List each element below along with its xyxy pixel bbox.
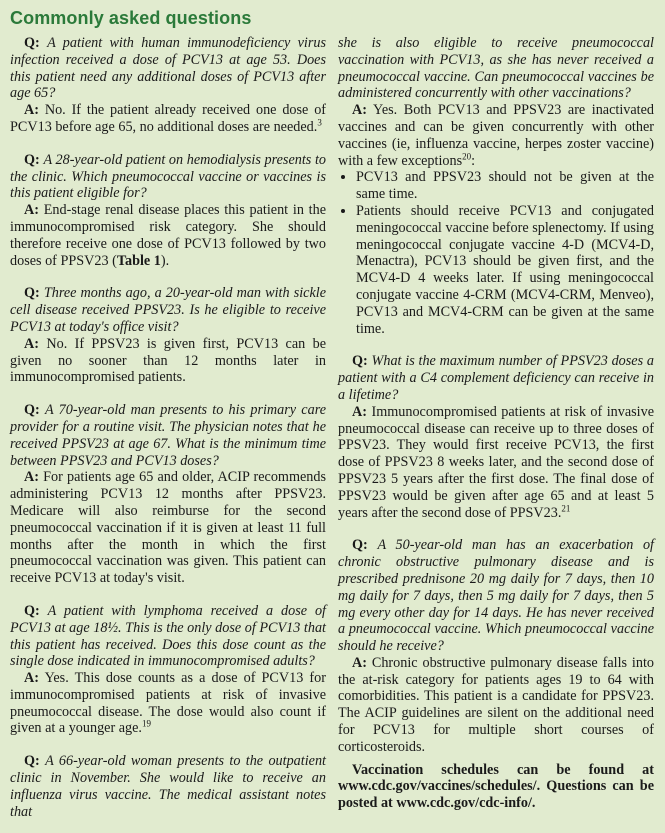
answer — [338, 102, 654, 169]
a-label: A: — [24, 469, 39, 486]
q-label: Q: — [24, 602, 40, 619]
answer-tail: : — [471, 152, 476, 169]
reference: 20 — [462, 150, 472, 161]
answer-text: No. If PPSV23 is given first, PCV13 can be given no sooner than 12 months later in immunocompromised patients. — [10, 335, 326, 386]
answer — [338, 655, 654, 756]
reference: 19 — [141, 718, 151, 729]
q-label: Q: — [24, 285, 40, 302]
a-label: A: — [24, 335, 39, 352]
question-text: A 70-year-old man presents to his primary care provider for a routine visit. The physician notes that he received PPSV23 at age 67. What is the minimum time between PPSV23 and PCV13 doses? — [10, 402, 326, 469]
question-text: A patient with lymphoma received a dose of PCV13 at age 18½. This is the only dose of PCV13 that this patient has received. Does this dose count as the single dose indicated in immunocompromised adults? — [10, 602, 326, 670]
qa-item — [338, 35, 654, 337]
reference: 3 — [317, 117, 322, 128]
a-label: A: — [24, 202, 39, 219]
a-label: A: — [24, 670, 39, 687]
answer-text: Chronic obstructive pulmonary disease falls into the at-risk category for patients ages 19 to 64 with comorbidities. This patient is a candidate for PPSV23. The ACIP guidelines are silent on the additional need for PCV13 for multiple short courses of corticosteroids. — [338, 654, 654, 755]
question — [338, 353, 654, 403]
question-continued — [338, 35, 654, 102]
question-text: A patient with human immunodeficiency virus infection received a dose of PCV13 at age 53. Does this patient need any additional doses of PCV13 after age 65? — [10, 35, 326, 102]
answer — [10, 469, 326, 587]
list-item: • Patients should receive PCV13 and conjugated meningococcal vaccine before splenectomy. If using meningococcal conjugate vaccine 4-D (MCV4-D, Menactra), PCV13 should be given first, and the MCV4-D 4 weeks later. If using meningococcal conjugate vaccine 4-CRM (MCV4-CRM, Menveo), PCV13 and MCV4-CRM can be given at the same time. — [356, 203, 654, 337]
question-text: A 66-year-old woman presents to the outpatient clinic in November. She would like to receive an influenza virus vaccine. The medical assistant notes that — [10, 753, 326, 820]
question-text: Three months ago, a 20-year-old man with sickle cell disease received PPSV23. Is he eligible to receive PCV13 at today's office visit? — [10, 285, 326, 335]
answer-text: For patients age 65 and older, ACIP recommends administering PCV13 12 months after PPSV23. Medicare will also reimburse for the second pneumococcal vaccination if it is given at least 11 full months after the month in which the first pneumococcal vaccination was given. This patient can receive PCV13 at today's visit. — [10, 469, 326, 587]
bullet-list — [338, 169, 654, 337]
question-text: What is the maximum number of PPSV23 doses a patient with a C4 complement deficiency can receive in a lifetime? — [338, 353, 654, 403]
question — [10, 753, 326, 820]
q-label: Q: — [352, 353, 368, 370]
q-label: Q: — [24, 151, 40, 168]
a-label: A: — [352, 403, 367, 420]
table-reference: Table 1 — [116, 252, 161, 269]
question — [10, 603, 326, 670]
answer-tail: ). — [160, 252, 170, 269]
qa-item — [10, 753, 326, 820]
answer — [10, 670, 326, 737]
qa-item — [338, 537, 654, 755]
left-column — [10, 35, 326, 820]
answer-text: No. If the patient already received one dose of PCV13 before age 65, no additional doses are needed. — [10, 102, 327, 135]
question — [10, 35, 326, 102]
closing-note: Vaccination schedules can be found at www.cdc.gov/vaccines/schedules/. Questions can be posted at www.cdc.gov/cdc-info/. — [338, 761, 654, 812]
answer-text: Immunocompromised patients at risk of invasive pneumococcal disease can receive up to three doses of PPSV23. They would first receive PCV13, the first dose of PPSV23 8 weeks later, and the second dose of PPSV23 5 years after the first dose. The final dose of PPSV23 would be given after age 65 and at least 5 years after the second dose of PPSV23. — [338, 403, 654, 521]
qa-item — [10, 35, 326, 136]
columns — [10, 35, 655, 820]
answer-text: End-stage renal disease places this patient in the immunocompromised risk category. She should therefore receive one dose of PCV13 followed by two doses of PPSV23 ( — [10, 202, 327, 269]
question — [10, 285, 326, 335]
question-text: A 50-year-old man has an exacerbation of chronic obstructive pulmonary disease and is prescribed prednisone 20 mg daily for 7 days, then 10 mg daily for 7 days, then 5 mg daily for 7 days, then 5 mg every other day for 14 days. He has never received a pneumococcal vaccine. Which pneumococcal vaccine should he receive? — [338, 537, 654, 655]
answer-text: Yes. This dose counts as a dose of PCV13 for immunocompromised patients at risk of invasive pneumococcal disease. The dose would also count if given at a younger age. — [10, 670, 326, 737]
right-column — [338, 35, 654, 820]
a-label: A: — [352, 102, 367, 119]
qa-item — [10, 152, 326, 270]
q-label: Q: — [24, 753, 40, 770]
answer-text: Yes. Both PCV13 and PPSV23 are inactivated vaccines and can be given concurrently with other vaccines (ie, influenza vaccine, herpes zoster vaccine) with a few exceptions — [338, 102, 654, 169]
answer — [10, 102, 326, 136]
question-text: A 28-year-old patient on hemodialysis presents to the clinic. Which pneumococcal vaccine or vaccines is this patient eligible for? — [10, 151, 326, 202]
qa-item — [10, 603, 326, 737]
question — [10, 152, 326, 202]
list-item: • PCV13 and PPSV23 should not be given at the same time. — [356, 169, 654, 203]
q-label: Q: — [24, 402, 40, 419]
q-label: Q: — [352, 537, 368, 554]
answer — [10, 202, 326, 269]
question-text: she is also eligible to receive pneumococcal vaccination with PCV13, as she has never received a pneumococcal vaccine. Can pneumococcal vaccines be administered concurrently with other vaccinations? — [338, 35, 654, 102]
qa-item — [10, 402, 326, 587]
answer — [10, 336, 326, 386]
q-label: Q: — [24, 35, 40, 51]
qa-item — [338, 353, 654, 521]
reference: 21 — [561, 502, 571, 513]
question — [10, 402, 326, 469]
page-title: Commonly asked questions — [10, 8, 252, 28]
a-label: A: — [24, 102, 39, 119]
qa-item — [10, 285, 326, 386]
answer — [338, 404, 654, 522]
question — [338, 537, 654, 655]
a-label: A: — [352, 654, 367, 671]
